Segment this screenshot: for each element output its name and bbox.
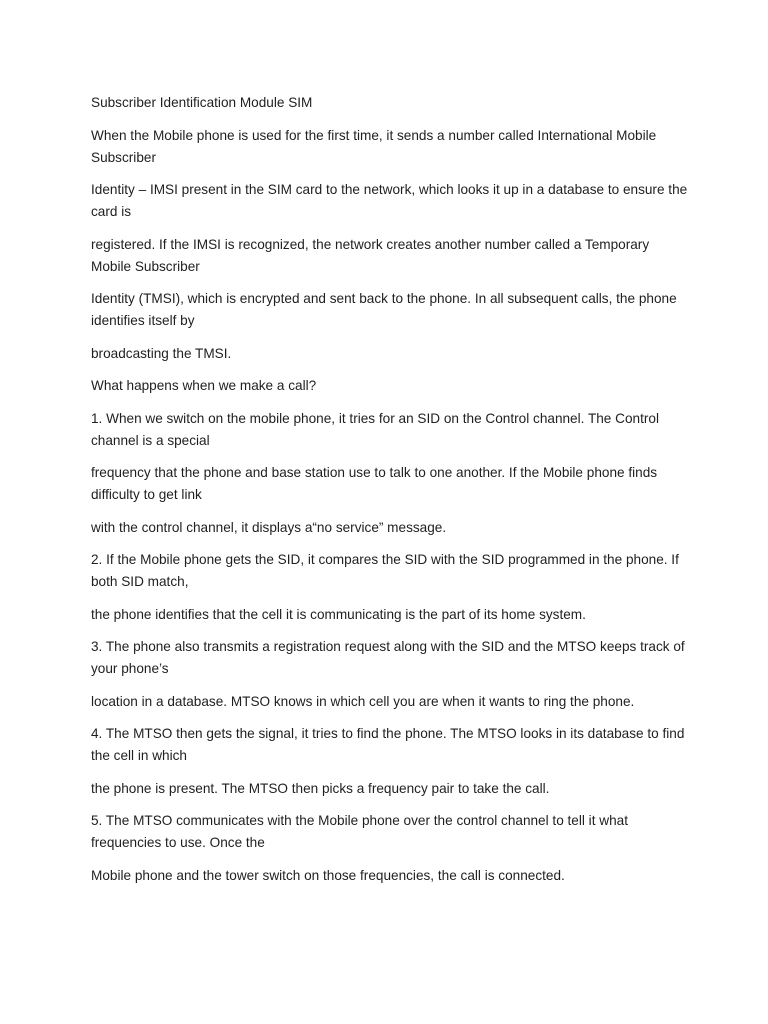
paragraph: location in a database. MTSO knows in which cell you are when it wants to ring the phone. [91, 693, 635, 709]
paragraph: broadcasting the TMSI. [91, 345, 232, 361]
paragraph: the phone is present. The MTSO then picks a frequency pair to take the call. [91, 780, 550, 796]
paragraph: 1. When we switch on the mobile phone, it tries for an SID on the Control channel. The Control channel is a special [91, 410, 659, 448]
paragraph: with the control channel, it displays a“no service” message. [91, 519, 447, 535]
paragraph: Identity (TMSI), which is encrypted and sent back to the phone. In all subsequent calls, the phone identifies itself by [91, 291, 677, 328]
paragraph: 3. The phone also transmits a registration request along with the SID and the MTSO keeps track of your phone’s [91, 639, 685, 676]
paragraph: 2. If the Mobile phone gets the SID, it compares the SID with the SID programmed in the phone. If both SID match, [91, 552, 679, 589]
paragraph: 4. The MTSO then gets the signal, it tries to find the phone. The MTSO looks in its database to find the cell in which [91, 726, 685, 763]
document-body [91, 92, 691, 897]
paragraph: frequency that the phone and base station use to talk to one another. If the Mobile phone finds difficulty to get link [91, 465, 658, 502]
section-heading: What happens when we make a call? [91, 378, 317, 393]
document-title: Subscriber Identification Module SIM [91, 95, 313, 110]
paragraph: the phone identifies that the cell it is communicating is the part of its home system. [91, 606, 586, 622]
paragraph: Mobile phone and the tower switch on those frequencies, the call is connected. [91, 867, 565, 883]
paragraph: 5. The MTSO communicates with the Mobile phone over the control channel to tell it what frequencies to use. Once the [91, 813, 628, 850]
paragraph: When the Mobile phone is used for the first time, it sends a number called International Mobile Subscriber [91, 127, 657, 165]
paragraph: Identity – IMSI present in the SIM card to the network, which looks it up in a database to ensure the card is [91, 182, 688, 219]
paragraph: registered. If the IMSI is recognized, the network creates another number called a Temporary Mobile Subscriber [91, 236, 650, 274]
